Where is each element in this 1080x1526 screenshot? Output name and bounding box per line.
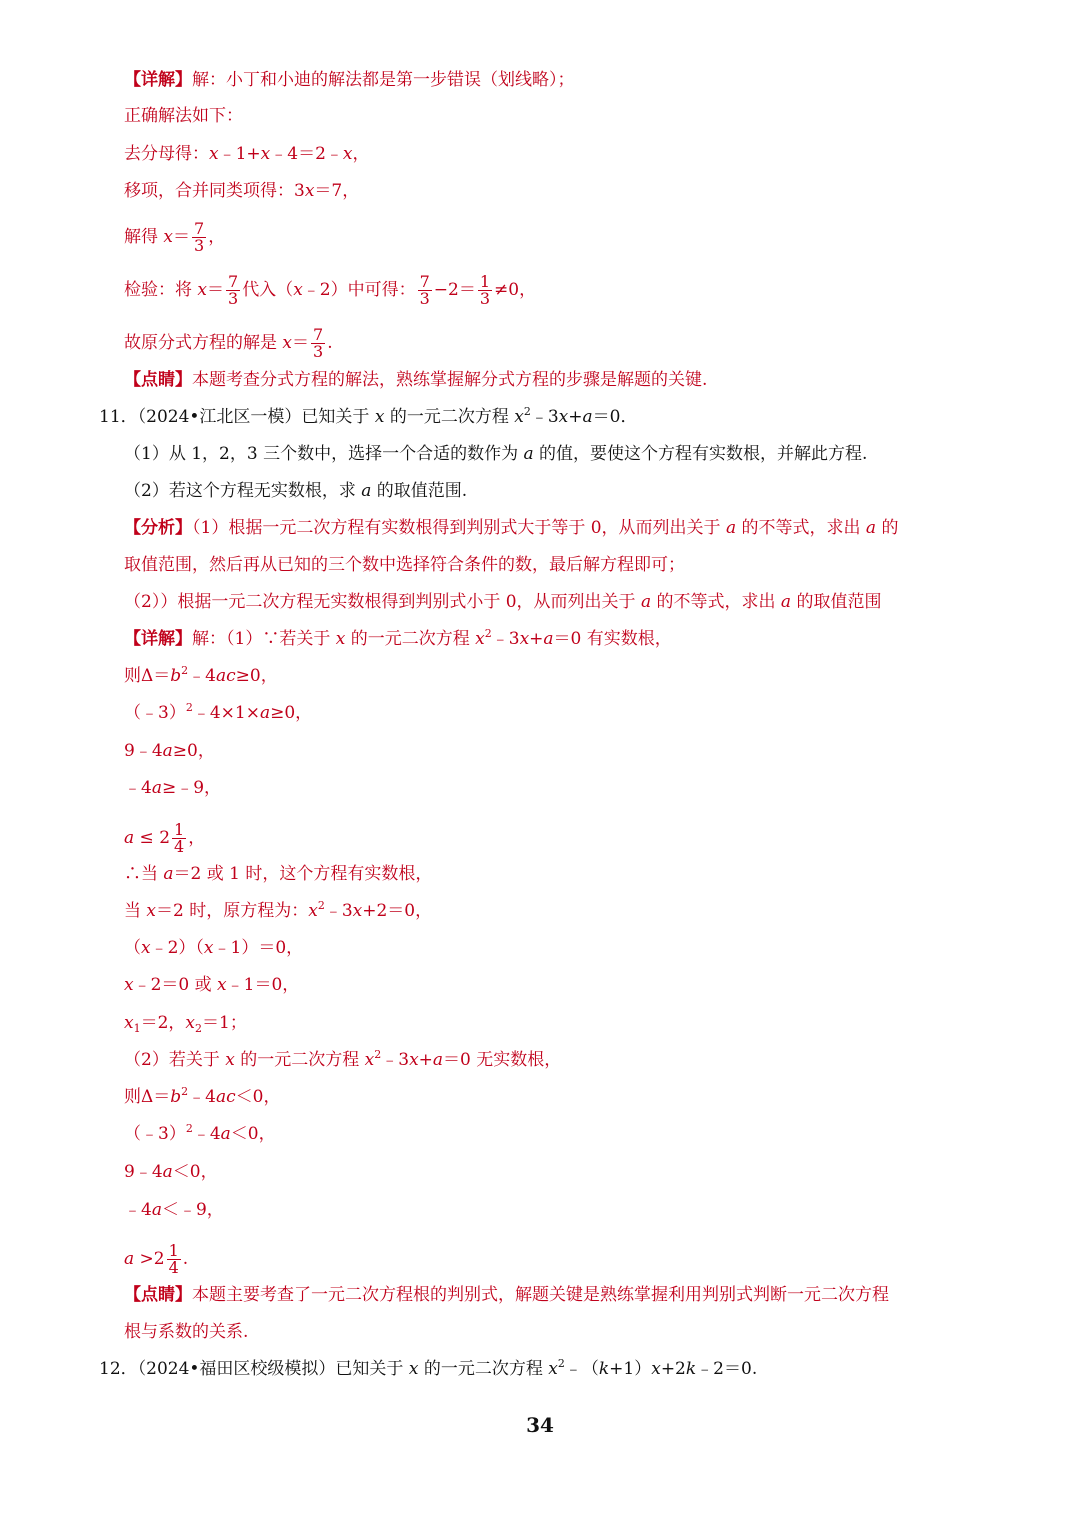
fraction: $\frac{7}{3}$ (194, 219, 205, 255)
fraction: $\frac{7}{3}$ (419, 272, 430, 308)
q11-detail-line-1: 【详解】解：（1）∵若关于 x 的一元二次方程 $x^2﹣3x+a=0$ 有实数根， (124, 627, 672, 649)
fraction: $\frac{1}{4}$ (174, 820, 185, 856)
q11-analysis-line-3: （2））根据一元二次方程无实数根得到判别式小于 0，从而列出关于 a 的不等式，求出 a 的取值范围 (124, 592, 882, 612)
q11-step-14: （﹣3）$^2$﹣4a＜0， (124, 1122, 276, 1144)
q11-discriminant: 则$\Delta=b^2﹣4ac\ge 0$， (124, 664, 278, 686)
prev-step-solve: 解得 x＝ $\frac{7}{3}$ ， (124, 219, 226, 255)
fraction: $\frac{7}{3}$ (228, 272, 239, 308)
page-number: 34 (526, 1413, 554, 1437)
q11-step-8: 当 x＝2 时，原方程为：$x^2﹣3x+2=0$， (124, 899, 433, 921)
fraction: $\frac{1}{3}$ (479, 272, 491, 308)
q11-step-4: 9﹣4a≥0， (124, 741, 215, 761)
q11-step-10: x﹣2＝0 或 x﹣1＝0， (124, 975, 300, 995)
q11-step-5: ﹣4a≥﹣9， (124, 778, 222, 798)
prev-step-check: 检验：将 x＝ $\frac{7}{3}$ 代入（x﹣2）中可得： $\frac{7}{3}$ −2＝ $\frac{1}{3}$ ≠0， (124, 272, 537, 308)
fraction: $\frac{1}{4}$ (168, 1241, 179, 1277)
q11-analysis-line-2: 取值范围，然后再从已知的三个数中选择符合条件的数，最后解方程即可； (124, 555, 685, 575)
q11-step-17: a >2 $\frac{1}{4}$ . (124, 1241, 189, 1277)
q11-roots: $x_1=2$，$x_2=1$； (124, 1013, 247, 1035)
q11-part-1: （1）从 1，2，3 三个数中，选择一个合适的数作为 a 的值，要使这个方程有实数根，并解此方程. (124, 444, 868, 464)
q11-step-9: （x﹣2）（x﹣1）＝0， (124, 938, 304, 958)
q11-part-2: （2）若这个方程无实数根，求 a 的取值范围. (124, 481, 468, 501)
q11-step-7: ∴当 a＝2 或 1 时，这个方程有实数根， (124, 864, 433, 884)
q12-stem: 12．（2024•福田区校级模拟）已知关于 x 的一元二次方程 $x^2﹣(k+1)x+2k﹣2=0$. (99, 1357, 758, 1379)
q11-part-2-detail: （2）若关于 x 的一元二次方程 $x^2﹣3x+a=0$ 无实数根， (124, 1048, 562, 1070)
prev-step-denominator: 去分母得：x﹣1+x﹣4＝2﹣x， (124, 144, 370, 164)
q11-comment-line-2: 根与系数的关系. (124, 1322, 249, 1342)
prev-step-intro: 正确解法如下： (124, 106, 243, 126)
fraction: $\frac{7}{3}$ (313, 325, 324, 361)
prev-step-combine: 移项，合并同类项得：3x＝7， (124, 181, 360, 201)
q11-step-15: 9﹣4a＜0， (124, 1162, 218, 1182)
q11-step-6: a ≤ 2 $\frac{1}{4}$ ， (124, 820, 206, 856)
q11-analysis-line-1: 【分析】（1）根据一元二次方程有实数根得到判别式大于等于 0，从而列出关于 a 的不等式，求出 a 的 (124, 518, 899, 538)
q11-stem: 11．（2024•江北区一模）已知关于 x 的一元二次方程 $x^2﹣3x+a=0$． (99, 405, 638, 427)
q11-step-16: ﹣4a＜﹣9， (124, 1200, 224, 1220)
q11-step-3: （﹣3）$^2$﹣4×1×a≥0， (124, 701, 313, 723)
prev-step-conclusion: 故原分式方程的解是 x＝ $\frac{7}{3}$ . (124, 325, 333, 361)
prev-detail-line: 【详解】解：小丁和小迪的解法都是第一步错误（划线略）； (124, 70, 575, 90)
q11-comment-line-1: 【点睛】本题主要考查了一元二次方程根的判别式，解题关键是熟练掌握利用判别式判断一元二次方程 (124, 1285, 889, 1305)
prev-comment: 【点睛】本题考查分式方程的解法，熟练掌握解分式方程的步骤是解题的关键. (124, 370, 708, 390)
q11-discriminant-2: 则$\Delta=b^2﹣4ac<0$， (124, 1085, 281, 1107)
